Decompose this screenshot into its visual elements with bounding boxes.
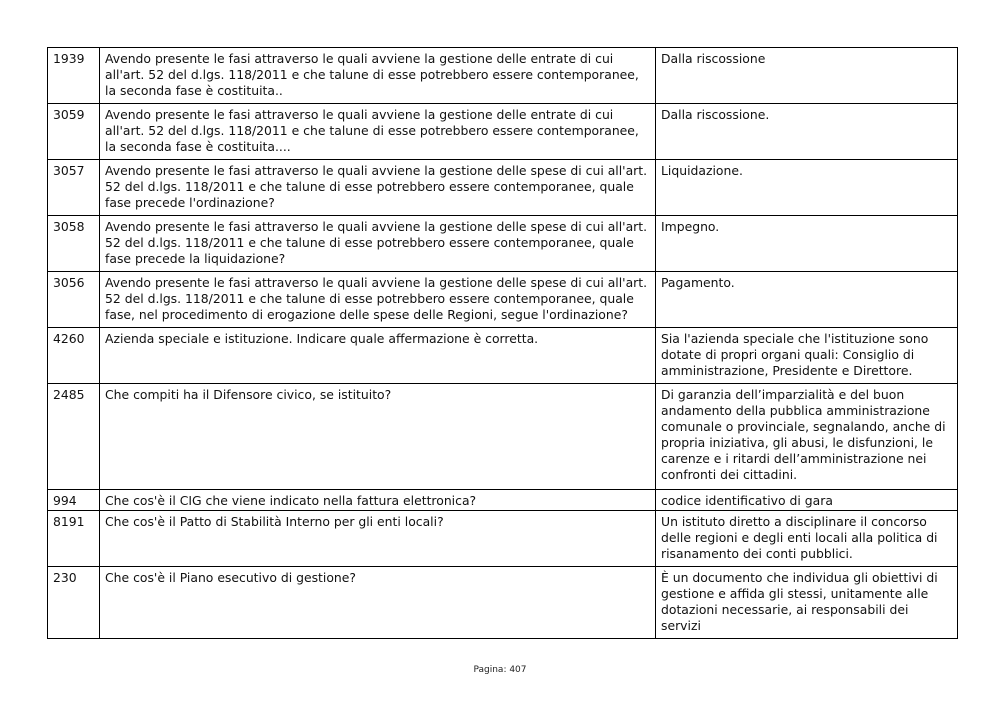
question-id-cell: 3056 [48,272,100,328]
page-number: Pagina: 407 [473,665,527,675]
question-text-cell: Che cos'è il Patto di Stabilità Interno per gli enti locali? [100,511,656,567]
question-id-cell: 8191 [48,511,100,567]
question-id-cell: 1939 [48,48,100,104]
question-id-cell: 4260 [48,328,100,384]
answer-text-cell: Di garanzia dell’imparzialità e del buon andamento della pubblica amministrazione comunale o provinciale, segnalando, anche di propria iniziativa, gli abusi, le disfunzioni, le carenze e i ritardi dell’amministrazione nei confronti dei cittadini. [656,384,958,490]
question-text-cell: Che compiti ha il Difensore civico, se istituito? [100,384,656,490]
question-text-cell: Avendo presente le fasi attraverso le quali avviene la gestione delle entrate di cui all'art. 52 del d.lgs. 118/2011 e che talune di esse potrebbero essere contemporanee, la seconda fase è costituita.. [100,48,656,104]
question-id-cell: 230 [48,567,100,639]
questions-table [47,47,958,639]
answer-text-cell: È un documento che individua gli obiettivi di gestione e affida gli stessi, unitamente alle dotazioni necessarie, ai responsabili dei servizi [656,567,958,639]
question-id-cell: 3059 [48,104,100,160]
answer-text-cell: Sia l'azienda speciale che l'istituzione sono dotate di propri organi quali: Consiglio di amministrazione, Presidente e Direttore. [656,328,958,384]
answer-text-cell: Dalla riscossione [656,48,958,104]
question-text-cell: Avendo presente le fasi attraverso le quali avviene la gestione delle entrate di cui all'art. 52 del d.lgs. 118/2011 e che talune di esse potrebbero essere contemporanee, la seconda fase è costituita.... [100,104,656,160]
table-row [48,160,958,216]
answer-text-cell: Un istituto diretto a disciplinare il concorso delle regioni e degli enti locali alla politica di risanamento dei conti pubblici. [656,511,958,567]
question-text-cell: Avendo presente le fasi attraverso le quali avviene la gestione delle spese di cui all'art. 52 del d.lgs. 118/2011 e che talune di esse potrebbero essere contemporanee, quale fase precede l'ordinazione? [100,160,656,216]
answer-text-cell: codice identificativo di gara [656,490,958,511]
question-text-cell: Che cos'è il CIG che viene indicato nella fattura elettronica? [100,490,656,511]
answer-text-cell: Liquidazione. [656,160,958,216]
question-text-cell: Avendo presente le fasi attraverso le quali avviene la gestione delle spese di cui all'art. 52 del d.lgs. 118/2011 e che talune di esse potrebbero essere contemporanee, quale fase, nel procedimento di erogazione delle spese delle Regioni, segue l'ordinazione? [100,272,656,328]
question-text-cell: Avendo presente le fasi attraverso le quali avviene la gestione delle spese di cui all'art. 52 del d.lgs. 118/2011 e che talune di esse potrebbero essere contemporanee, quale fase precede la liquidazione? [100,216,656,272]
table-row [48,567,958,639]
question-id-cell: 994 [48,490,100,511]
table-row [48,272,958,328]
table-row [48,104,958,160]
question-id-cell: 3057 [48,160,100,216]
question-id-cell: 3058 [48,216,100,272]
table-row [48,48,958,104]
table-row [48,328,958,384]
answer-text-cell: Dalla riscossione. [656,104,958,160]
answer-text-cell: Pagamento. [656,272,958,328]
table-row [48,511,958,567]
question-text-cell: Che cos'è il Piano esecutivo di gestione? [100,567,656,639]
table-row [48,384,958,490]
table-row [48,490,958,511]
question-text-cell: Azienda speciale e istituzione. Indicare quale affermazione è corretta. [100,328,656,384]
answer-text-cell: Impegno. [656,216,958,272]
question-id-cell: 2485 [48,384,100,490]
table-row [48,216,958,272]
